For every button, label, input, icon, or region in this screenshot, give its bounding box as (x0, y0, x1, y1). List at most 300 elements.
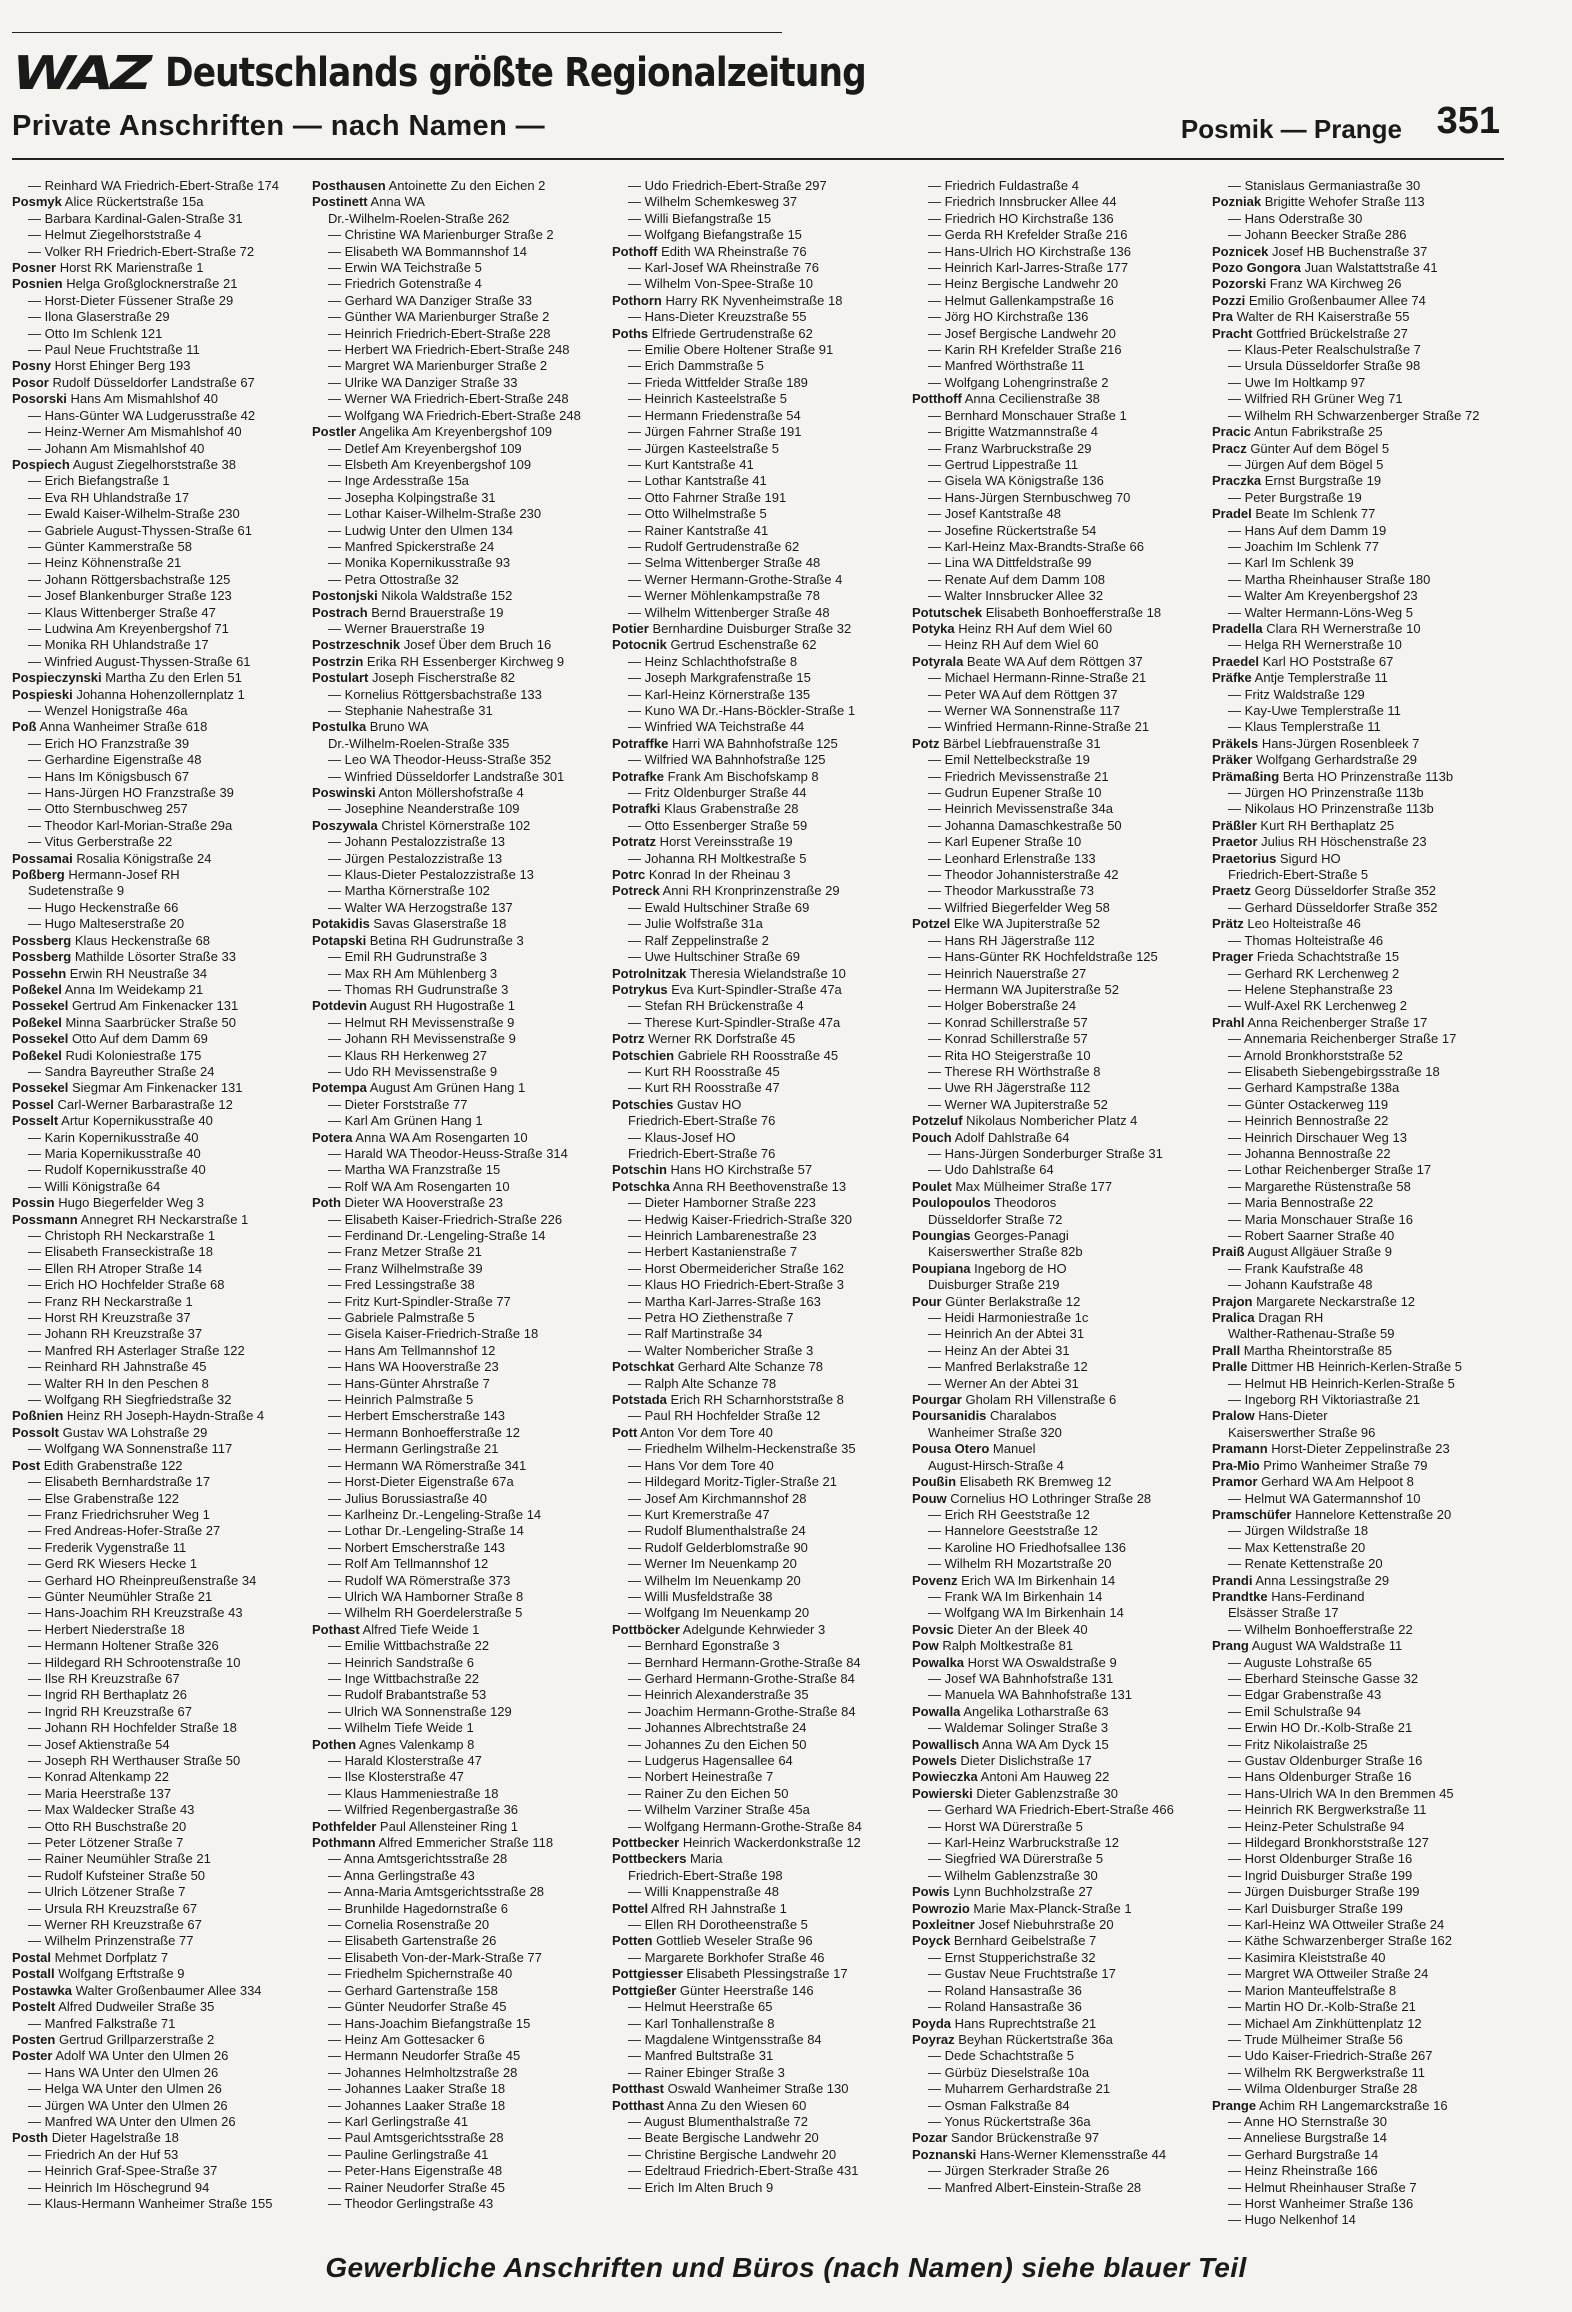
sub-entry: — Kurt RH Roosstraße 45 (628, 1063, 780, 1079)
entry-details: Gustav WA Lohstraße 29 (58, 1424, 208, 1440)
surname: Potrolnitzak (612, 965, 687, 981)
sub-entry: — Winfried Hermann-Rinne-Straße 21 (928, 719, 1150, 735)
surname: Pouch (912, 1129, 952, 1145)
entry-details: Gottlieb Weseler Straße 96 (652, 1933, 813, 1949)
entry-details: Beate Im Schlenk 77 (1251, 506, 1376, 522)
entry-details: Hans-Werner Klemensstraße 44 (976, 2146, 1167, 2162)
surname: Posnien (12, 276, 63, 292)
sub-entry: — Karl Im Schlenk 39 (1228, 555, 1354, 571)
sub-entry: Friedrich-Ebert-Straße 76 (628, 1145, 776, 1161)
section-title: Private Anschriften — nach Namen — (12, 110, 546, 142)
sub-entry: — Heinrich Karl-Jarres-Straße 177 (928, 260, 1129, 276)
sub-entry: — Gerhard RK Lerchenweg 2 (1228, 965, 1400, 981)
entry-details: Alice Rückertstraße 15a (61, 194, 204, 210)
sub-entry: — Udo Kaiser-Friedrich-Straße 267 (1228, 2048, 1433, 2064)
sub-entry: — Margret WA Marienburger Straße 2 (328, 358, 548, 374)
sub-entry: — Vitus Gerberstraße 22 (28, 834, 173, 850)
sub-entry: — Heinrich Im Höschegrund 94 (28, 2179, 210, 2195)
sub-entry: — Maria Kopernikusstraße 40 (28, 1145, 201, 1161)
surname: Possel (12, 1096, 54, 1112)
sub-entry: — Gerhard Burgstraße 14 (1228, 2146, 1379, 2162)
sub-entry: — Rudolf Kopernikusstraße 40 (28, 1162, 206, 1178)
surname: Potschies (612, 1096, 674, 1112)
surname-entry (912, 1737, 1204, 1753)
surname-entry (12, 1048, 304, 1064)
sub-entry: Wanheimer Straße 320 (928, 1424, 1062, 1440)
sub-entry: — Helmut Rheinhauser Straße 7 (1228, 2179, 1417, 2195)
entry-details: Bärbel Liebfrauenstraße 31 (939, 735, 1101, 751)
surname: Potraffke (612, 735, 669, 751)
surname-entry (912, 1474, 1204, 1490)
surname-entry (612, 1179, 904, 1195)
sub-entry: — Michael Am Zinkhüttenplatz 12 (1228, 2015, 1422, 2031)
sub-entry: — Emilie Obere Holtener Straße 91 (628, 342, 834, 358)
entry-details: Josef Niebuhrstraße 20 (974, 1917, 1114, 1933)
entry-details: Hugo Biegerfelder Weg 3 (54, 1195, 204, 1211)
sub-entry: — Elisabeth Franseckistraße 18 (28, 1244, 213, 1260)
surname: Pottgießer (612, 1982, 677, 1998)
sub-entry: — Martha WA Franzstraße 15 (328, 1162, 501, 1178)
sub-entry: — Walter Innsbrucker Allee 32 (928, 588, 1104, 604)
entry-details: Anni RH Kronprinzenstraße 29 (659, 883, 840, 899)
sub-entry: — Margret WA Ottweiler Straße 24 (1228, 1966, 1429, 1982)
surname-entry (1212, 1638, 1504, 1654)
surname: Pothen (312, 1736, 357, 1752)
sub-entry: — Helene Stephanstraße 23 (1228, 981, 1393, 997)
surname-entry (912, 1195, 1204, 1211)
entry-details: Anna Wanheimer Straße 618 (36, 719, 208, 735)
entry-details: Hans-Dieter (1254, 1408, 1328, 1424)
sub-entry: — Heinz Bergische Landwehr 20 (928, 276, 1119, 292)
sub-entry: — Jürgen Pestalozzistraße 13 (328, 850, 503, 866)
surname: Potyrala (912, 653, 964, 669)
sub-entry: — Roland Hansastraße 36 (928, 1999, 1082, 2015)
entry-details: Ingeborg de HO (970, 1260, 1067, 1276)
sub-entry: — Edeltraud Friedrich-Ebert-Straße 431 (628, 2163, 859, 2179)
sub-entry: — Hans WA Unter den Ulmen 26 (28, 2064, 219, 2080)
surname-entry (12, 719, 304, 735)
surname: Poth (312, 1195, 341, 1211)
surname-entry (12, 851, 304, 867)
surname: Posny (12, 358, 52, 374)
entry-details: Siegmar Am Finkenacker 131 (68, 1080, 243, 1096)
sub-entry: — Wilhelm Gablenzstraße 30 (928, 1867, 1098, 1883)
sub-entry: — Lina WA Dittfeldstraße 99 (928, 555, 1092, 571)
surname: Pralow (1212, 1408, 1255, 1424)
surname-entry (12, 1097, 304, 1113)
sub-entry: — Theodor Johannisterstraße 42 (928, 867, 1119, 883)
sub-entry: — Ilona Glaserstraße 29 (28, 309, 170, 325)
sub-entry: — Michael Hermann-Rinne-Straße 21 (928, 670, 1147, 686)
entry-details: Erich WA Im Birkenhain 14 (957, 1572, 1116, 1588)
entry-details: Hans Ruprechtstraße 21 (951, 2015, 1097, 2031)
entry-details: Karl HO Poststraße 67 (1258, 653, 1394, 669)
sub-entry: — Kurt Kremerstraße 47 (628, 1506, 770, 1522)
sub-entry: — Wolfgang WA Friedrich-Ebert-Straße 248 (328, 407, 581, 423)
sub-entry: — Heinz Rheinstraße 166 (1228, 2163, 1378, 2179)
sub-entry: — Ludgerus Hagensallee 64 (628, 1753, 793, 1768)
surname: Possekel (12, 998, 69, 1014)
entry-details: Anna Lessingstraße 29 (1252, 1572, 1390, 1588)
surname: Potempa (312, 1080, 367, 1096)
sub-entry: — Karin RH Krefelder Straße 216 (928, 342, 1122, 358)
sub-entry: — Klaus-Hermann Wanheimer Straße 155 (28, 2195, 273, 2211)
surname: Poßberg (12, 867, 65, 883)
surname-entry (312, 637, 604, 653)
sub-entry: — Wilfried Regenbergastraße 36 (328, 1802, 519, 1818)
entry-details: Emilio Großenbaumer Allee 74 (1245, 292, 1426, 308)
sub-entry: — Elisabeth WA Bommannshof 14 (328, 243, 527, 259)
sub-entry: — Hans-Jürgen Sonderburger Straße 31 (928, 1145, 1163, 1161)
surname-entry (912, 1638, 1204, 1654)
surname: Pottböcker (612, 1621, 680, 1637)
entry-details: Edith Grabenstraße 122 (40, 1457, 183, 1473)
surname-entry (1212, 473, 1504, 489)
surname: Prahl (1212, 1014, 1245, 1030)
sub-entry: — Heinz An der Abtei 31 (928, 1342, 1070, 1358)
sub-entry: — Werner WA Jupiterstraße 52 (928, 1096, 1108, 1112)
column-5 (1212, 178, 1504, 2228)
entry-details: Georg Düsseldorfer Straße 352 (1251, 883, 1437, 899)
surname-entry (612, 1835, 904, 1851)
sub-entry: — Wilhelm Bonhoefferstraße 22 (1228, 1621, 1413, 1637)
sub-entry: — Emil RH Gudrunstraße 3 (328, 949, 487, 965)
surname-entry (1212, 670, 1504, 686)
surname-entry (912, 2147, 1204, 2163)
surname: Pott (612, 1424, 638, 1440)
sub-entry: — Josef WA Bahnhofstraße 131 (928, 1670, 1114, 1686)
surname: Pottel (612, 1900, 649, 1916)
surname-entry (12, 933, 304, 949)
sub-entry: — Wilfried Biegerfelder Weg 58 (928, 899, 1110, 915)
sub-entry: — Nikolaus HO Prinzenstraße 113b (1228, 801, 1434, 817)
surname: Potthast (612, 2097, 664, 2113)
sub-entry: — Willi Biefangstraße 15 (628, 210, 772, 226)
sub-entry: — Manfred Spickerstraße 24 (328, 538, 495, 554)
surname: Präker (1212, 752, 1253, 768)
surname-entry (12, 1113, 304, 1129)
sub-entry: — Udo Dahlstraße 64 (928, 1162, 1054, 1178)
sub-entry: — Eva RH Uhlandstraße 17 (28, 489, 190, 505)
surname: Prätz (1212, 916, 1244, 932)
sub-entry: — Fritz Oldenburger Straße 44 (628, 785, 807, 801)
sub-entry: — Rita HO Steigerstraße 10 (928, 1047, 1091, 1063)
surname: Powalka (912, 1654, 965, 1670)
sub-entry: — Ellen RH Dorotheenstraße 5 (628, 1917, 808, 1933)
sub-entry: — Johann Röttgersbachstraße 125 (28, 571, 231, 587)
entry-details: Agnes Valenkamp 8 (356, 1736, 475, 1752)
sub-entry: — Johanna RH Moltkestraße 5 (628, 850, 807, 866)
sub-entry: — Walter Hermann-Löns-Weg 5 (1228, 604, 1413, 620)
entry-details: August RH Hugostraße 1 (366, 998, 516, 1014)
surname: Pothmann (312, 1835, 376, 1851)
sub-entry: — Josephine Neanderstraße 109 (328, 801, 520, 817)
surname: Potthast (612, 2081, 664, 2097)
sub-entry: — Ludwig Unter den Ulmen 134 (328, 522, 513, 538)
sub-entry: — Karin Kopernikusstraße 40 (28, 1129, 199, 1145)
surname-entry (12, 982, 304, 998)
sub-entry: Kaiserswerther Straße 96 (1228, 1424, 1376, 1440)
sub-entry: — Edgar Grabenstraße 43 (1228, 1687, 1382, 1703)
sub-entry: — Bernhard Monschauer Straße 1 (928, 407, 1127, 423)
footer-note: Gewerbliche Anschriften und Büros (nach Namen) siehe blauer Teil (325, 2252, 1247, 2283)
surname: Poster (12, 2048, 53, 2064)
sub-entry: — Hugo Nelkenhof 14 (1228, 2212, 1356, 2228)
sub-entry: — Rainer Kantstraße 41 (628, 522, 769, 538)
entry-details: Dieter Dislichstraße 17 (956, 1753, 1092, 1768)
sub-entry: August-Hirsch-Straße 4 (928, 1457, 1064, 1473)
entry-details: Margarete Neckarstraße 12 (1252, 1293, 1416, 1309)
sub-entry: — Manfred WA Unter den Ulmen 26 (28, 2113, 236, 2129)
sub-entry: — Ernst Stupperichstraße 32 (928, 1949, 1096, 1965)
sub-entry: — Johann Pestalozzistraße 13 (328, 834, 506, 850)
sub-entry: — Heinz-Peter Schulstraße 94 (1228, 1818, 1405, 1834)
surname-entry (612, 1048, 904, 1064)
surname-entry (1212, 276, 1504, 292)
surname: Pothfelder (312, 1818, 377, 1834)
entry-details: Antoni Am Hauweg 22 (977, 1769, 1110, 1785)
entry-details: Ralph Moltkestraße 81 (938, 1638, 1074, 1654)
sub-entry: — Inge Wittbachstraße 22 (328, 1670, 480, 1686)
sub-entry: — Theodor Karl-Morian-Straße 29a (28, 817, 233, 833)
sub-entry: — Otto Fahrner Straße 191 (628, 489, 787, 505)
surname-entry (912, 1622, 1204, 1638)
sub-entry: — Otto Sternbuschweg 257 (28, 801, 188, 817)
surname-entry (1212, 851, 1504, 867)
sub-entry: — Hans-Jürgen HO Franzstraße 39 (28, 785, 234, 801)
entry-details: Elisabeth Plessingstraße 17 (682, 1966, 848, 1982)
sub-entry: — Christine WA Marienburger Straße 2 (328, 227, 554, 243)
sub-entry: — Manfred Bultstraße 31 (628, 2048, 774, 2064)
sub-entry: — Josef Aktienstraße 54 (28, 1736, 170, 1752)
sub-entry: — Gabriele Palmstraße 5 (328, 1310, 475, 1326)
sub-entry: — Gisela WA Königstraße 136 (928, 473, 1104, 489)
surname-entry (912, 621, 1204, 637)
surname: Präfke (1212, 670, 1252, 686)
sub-entry: — Konrad Schillerstraße 57 (928, 1014, 1088, 1030)
sub-entry: — Muharrem Gerhardstraße 21 (928, 2081, 1111, 2097)
surname: Possin (12, 1195, 55, 1211)
entry-details: Horst-Dieter Zeppelinstraße 23 (1267, 1441, 1450, 1457)
surname: Pracz (1212, 440, 1247, 456)
surname: Potakidis (312, 916, 370, 932)
surname: Pra (1212, 309, 1233, 325)
sub-entry: — Wilfried WA Bahnhofstraße 125 (628, 752, 826, 768)
sub-entry: — Gerhard WA Friedrich-Ebert-Straße 466 (928, 1802, 1174, 1818)
surname: Possamai (12, 850, 73, 866)
sub-entry: — Franz Warbruckstraße 29 (928, 440, 1092, 456)
entry-details: Dragan RH (1254, 1310, 1324, 1326)
surname: Pospiech (12, 456, 70, 472)
sub-entry: — Peter Burgstraße 19 (1228, 489, 1362, 505)
sub-entry: — Manfred Falkstraße 71 (28, 2015, 176, 2031)
entry-details: Günter Berlakstraße 12 (941, 1293, 1081, 1309)
surname-entry (12, 375, 304, 391)
surname-entry (912, 1769, 1204, 1785)
waz-logo: WAZ (12, 46, 149, 100)
surname: Postrach (312, 604, 368, 620)
sub-entry: — Manfred Albert-Einstein-Straße 28 (928, 2179, 1142, 2195)
sub-entry: Elsässer Straße 17 (1228, 1605, 1339, 1621)
surname: Praetorius (1212, 850, 1277, 866)
sub-entry: — Wolfgang RH Siegfriedstraße 32 (28, 1392, 232, 1408)
surname: Postall (12, 1966, 55, 1982)
sub-entry: — Walter RH In den Peschen 8 (28, 1375, 209, 1391)
sub-entry: — Hans RH Jägerstraße 112 (928, 932, 1095, 948)
surname: Prager (1212, 949, 1254, 965)
column-4 (912, 178, 1204, 2208)
sub-entry: — Otto Essenberger Straße 59 (628, 817, 808, 833)
surname: Possekel (12, 1031, 69, 1047)
sub-entry: — Frieda Wittfelder Straße 189 (628, 374, 808, 390)
surname: Postrzeschnik (312, 637, 401, 653)
surname-entry (1212, 916, 1504, 932)
surname-entry (312, 719, 604, 735)
surname-entry (1212, 818, 1504, 834)
sub-entry: — Elisabeth Von-der-Mark-Straße 77 (328, 1949, 542, 1965)
sub-entry: — Hans WA Hooverstraße 23 (328, 1359, 499, 1375)
entry-details: Brigitte Wehofer Straße 113 (1261, 194, 1425, 210)
sub-entry: — Karoline HO Friedhofsallee 136 (928, 1539, 1126, 1555)
sub-entry: — Horst Oldenburger Straße 16 (1228, 1851, 1413, 1867)
surname: Possehn (12, 965, 67, 981)
sub-entry: — Gerhard Gartenstraße 158 (328, 1982, 498, 1998)
surname: Prang (1212, 1638, 1249, 1654)
entry-details: Angelika Am Kreyenbergshof 109 (356, 424, 552, 440)
sub-entry: — Kornelius Röttgersbachstraße 133 (328, 686, 542, 702)
entry-details: Hans-Ferdinand (1267, 1588, 1365, 1604)
entry-details: Bernhard Geibelstraße 7 (950, 1933, 1097, 1949)
sub-entry: — Magdalene Wintgensstraße 84 (628, 2031, 822, 2047)
surname: Postal (12, 1949, 52, 1965)
surname: Pracht (1212, 325, 1253, 341)
entry-details: Helga Großglocknerstraße 21 (62, 276, 238, 292)
sub-entry: — Harald WA Theodor-Heuss-Straße 314 (328, 1145, 568, 1161)
entry-details: Gholam RH Villenstraße 6 (961, 1392, 1117, 1408)
entry-details: Günter Auf dem Bögel 5 (1246, 440, 1390, 456)
sub-entry: — Horst WA Dürerstraße 5 (928, 1818, 1083, 1834)
surname-entry (912, 1261, 1204, 1277)
sub-entry: — Wilhelm Prinzenstraße 77 (28, 1933, 194, 1949)
sub-entry: — Jörg HO Kirchstraße 136 (928, 309, 1089, 325)
entry-details: Beate WA Auf dem Röttgen 37 (963, 653, 1143, 669)
entry-details: Beyhan Rückertstraße 36a (954, 2031, 1113, 2047)
surname-entry (912, 2016, 1204, 2032)
surname-entry (612, 1162, 904, 1178)
surname-entry (12, 1458, 304, 1474)
entry-details: Hans-Jürgen Rosenbleek 7 (1258, 735, 1420, 751)
sub-entry: — Ferdinand Dr.-Lengeling-Straße 14 (328, 1228, 546, 1243)
sub-entry: — Heinrich Alexanderstraße 35 (628, 1687, 809, 1703)
header-rule (12, 158, 1504, 160)
sub-entry: — Helmut Heerstraße 65 (628, 1999, 773, 2015)
surname: Poungias (912, 1228, 971, 1243)
sub-entry: — Wilhelm Schemkesweg 37 (628, 194, 798, 210)
sub-entry: — Friedrich Innsbrucker Allee 44 (928, 194, 1117, 210)
surname-entry (1212, 1359, 1504, 1375)
entry-details: Dieter An der Bleek 40 (953, 1621, 1088, 1637)
entry-details: Gertrud Grillparzerstraße 2 (55, 2031, 215, 2047)
sub-entry: — Petra Ottostraße 32 (328, 571, 459, 587)
surname-entry (912, 1294, 1204, 1310)
sub-entry: — Herbert WA Friedrich-Ebert-Straße 248 (328, 342, 570, 358)
entry-details: Anna Zu den Wiesen 60 (664, 2097, 807, 2113)
sub-entry: — Erwin HO Dr.-Kolb-Straße 21 (1228, 1720, 1413, 1736)
sub-entry: — Gustav Neue Fruchtstraße 17 (928, 1966, 1116, 1982)
sub-entry: — Horst Obermeidericher Straße 162 (628, 1260, 845, 1276)
sub-entry: — Karl Eupener Straße 10 (928, 834, 1082, 850)
surname-entry (1212, 1294, 1504, 1310)
sub-entry: — Gustav Oldenburger Straße 16 (1228, 1753, 1423, 1768)
entry-details: Martha Rheintorstraße 85 (1240, 1342, 1392, 1358)
sub-entry: — Karl-Heinz Max-Brandts-Straße 66 (928, 538, 1145, 554)
surname: Potthoff (912, 391, 962, 407)
surname: Pramann (1212, 1441, 1268, 1457)
surname-entry (912, 1491, 1204, 1507)
sub-entry: — Heinrich Friedrich-Ebert-Straße 228 (328, 325, 551, 341)
sub-entry: — Inge Ardesstraße 15a (328, 473, 469, 489)
entry-details: Adolf WA Unter den Ulmen 26 (52, 2048, 229, 2064)
surname: Postelt (12, 1999, 56, 2015)
sub-entry: — Stanislaus Germaniastraße 30 (1228, 178, 1421, 193)
surname-entry (912, 1130, 1204, 1146)
surname: Posor (12, 374, 49, 390)
sub-entry: — Kay-Uwe Templerstraße 11 (1228, 703, 1401, 718)
sub-entry: — Peter-Hans Eigenstraße 48 (328, 2163, 503, 2179)
sub-entry: — Heinz RH Auf dem Wiel 60 (928, 637, 1099, 653)
surname-entry (612, 1622, 904, 1638)
surname-entry (312, 194, 604, 210)
sub-entry: — Wolfgang Im Neuenkamp 20 (628, 1605, 810, 1621)
sub-entry: — Franz Friedrichsruher Weg 1 (28, 1506, 210, 1522)
sub-entry: — Peter Lötzener Straße 7 (28, 1835, 184, 1851)
sub-entry: — Else Grabenstraße 122 (28, 1490, 180, 1506)
surname-entry (12, 391, 304, 407)
sub-entry: — Rudolf Gelderblomstraße 90 (628, 1539, 808, 1555)
surname: Poursanidis (912, 1408, 987, 1424)
sub-entry: — Martin HO Dr.-Kolb-Straße 21 (1228, 1999, 1416, 2015)
entry-details: Klaus Grabenstraße 28 (660, 801, 799, 817)
sub-entry: — Martha Rheinhauser Straße 180 (1228, 571, 1431, 587)
entry-details: Annegret RH Neckarstraße 1 (77, 1211, 249, 1227)
surname: Potschien (612, 1047, 675, 1063)
sub-entry: — Leo WA Theodor-Heuss-Straße 352 (328, 752, 552, 768)
sub-entry: — Heinz Am Gottesacker 6 (328, 2031, 485, 2047)
entry-details: Mehmet Dorfplatz 7 (51, 1949, 169, 1965)
sub-entry: — Max RH Am Mühlenberg 3 (328, 965, 498, 981)
surname: Prange (1212, 2097, 1257, 2113)
sub-entry: — Walter WA Herzogstraße 137 (328, 899, 513, 915)
surname: Prandtke (1212, 1588, 1268, 1604)
sub-entry: — Pauline Gerlingstraße 41 (328, 2146, 489, 2162)
entry-details: Bruno WA (366, 719, 429, 735)
entry-details: Horst RK Marienstraße 1 (56, 260, 204, 276)
column-1 (12, 178, 304, 2211)
sub-entry: — August Blumenthalstraße 72 (628, 2113, 808, 2129)
sub-entry: — Günter Kammerstraße 58 (28, 538, 192, 554)
surname: Poths (612, 325, 649, 341)
surname: Posselt (12, 1113, 59, 1129)
sub-entry: — Johannes Albrechtstraße 24 (628, 1720, 807, 1736)
sub-entry: — Ralf Zeppelinstraße 2 (628, 932, 769, 948)
sub-entry: — Heinrich Graf-Spee-Straße 37 (28, 2163, 218, 2179)
sub-entry: Friedrich-Ebert-Straße 5 (1228, 867, 1369, 883)
sub-entry: — Werner RH Kreuzstraße 67 (28, 1917, 202, 1933)
sub-entry: — Werner Brauerstraße 19 (328, 620, 485, 636)
surname-entry (12, 1408, 304, 1424)
sub-entry: — Walter Am Kreyenbergshof 23 (1228, 588, 1418, 604)
sub-entry: — Konrad Altenkamp 22 (28, 1769, 169, 1785)
